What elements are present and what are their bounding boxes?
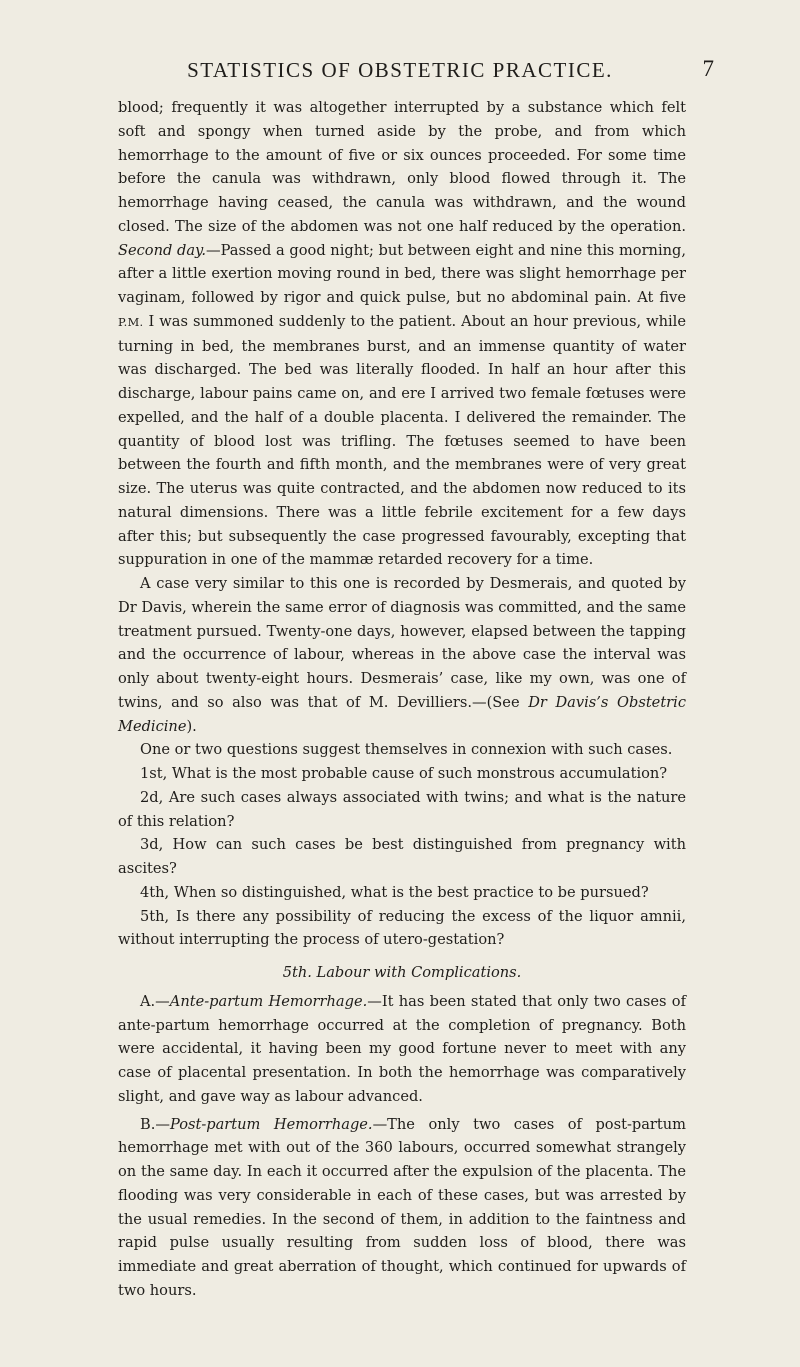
question-item: 2d, Are such cases always associated with twins; and what is the nature of this relation? [118, 788, 686, 830]
paragraph-text: A case very similar to this one is recorded by Desmerais, and quoted by Dr Davis, wherein the same error of diagnosis was committed, and the same treatment pursued. Twenty-one days, however, elapsed between the tapping and the occurrence of labour, whereas in the above case the interval was only about twenty-eight hours. Desmerais’ case, like my own, was one of twins, and so also was that of M. Devilliers.—(See [118, 575, 686, 711]
second-day-heading: Second day. [118, 241, 206, 259]
page-number: 7 [702, 56, 714, 81]
paragraph-ante-partum [118, 990, 686, 1109]
section-label: B.— [140, 1115, 170, 1133]
citation-title: Dr Davis’s Obstetric Medicine [118, 693, 686, 735]
paragraph-text: —It has been stated that only two cases of ante-partum hemorrhage occurred at the completion of pregnancy. Both were accidental, it having been my good fortune never to meet with any case of placental presentation. In both the hemorrhage was comparatively slight, and gave way as labour advanced. [118, 992, 686, 1105]
section-heading: 5th. Labour with Complications. [282, 964, 522, 981]
paragraph-text: blood; frequently it was altogether interrupted by a substance which felt soft and spongy when turned aside by the probe, and from which hemorrhage to the amount of five or six ounces proceeded. For some time before the canula was withdrawn, only blood flowed through it. The hemorrhage having ceased, the canula was withdrawn, and the wound closed. The size of the abdomen was not one half reduced by the operation. [118, 99, 686, 235]
paragraph-desmerais [118, 572, 686, 738]
question-item: 3d, How can such cases be best distinguished from pregnancy with ascites? [118, 836, 686, 877]
running-head: STATISTICS OF OBSTETRIC PRACTICE. [187, 58, 613, 82]
paragraph-text: —Passed a good night; but between eight and nine this morning, after a little exertion moving round in bed, there was slight hemorrhage per vaginam, followed by rigor and quick pulse, but no abdominal pain. At five [118, 241, 686, 306]
paragraph-case-continuation [118, 96, 686, 572]
paragraph-text: I was summoned suddenly to the patient. About an hour previous, while turning in bed, the membranes burst, and an immense quantity of water was discharged. The bed was literally flooded. In half an hour after this discharge, labour pains came on, and ere I arrived two female fœtuses were expelled, and the half of a double placenta. I delivered the remainder. The quantity of blood lost was trifling. The fœtuses seemed to have been between the fourth and fifth month, and the membranes were of very great size. The uterus was quite contracted, and the abdomen now reduced to its natural dimensions. There was a little febrile excitement for a few days after this; but subsequently the case progressed favourably, excepting that suppuration in one of the mammæ retarded recovery for a time. [118, 312, 686, 569]
time-abbreviation: P.M. [118, 314, 144, 329]
paragraph-post-partum [118, 1113, 686, 1303]
paragraph-text: ). [186, 717, 197, 735]
page-body [118, 96, 686, 1303]
page-header [0, 58, 800, 88]
subsection-title: Post-partum Hemorrhage. [169, 1115, 373, 1133]
paragraph-questions-intro: One or two questions suggest themselves in connexion with such cases. [140, 741, 673, 759]
subsection-title: Ante-partum Hemorrhage. [169, 992, 368, 1010]
paragraph-text: —The only two cases of post-partum hemorrhage met with out of the 360 labours, occurred somewhat strangely on the same day. In each it occurred after the expulsion of the placenta. The flooding was very considerable in each of these cases, but was arrested by the usual remedies. In the second of them, in addition to the faintness and rapid pulse usually resulting from sudden loss of blood, there was immediate and great aberration of thought, which continued for upwards of two hours. [118, 1115, 687, 1299]
question-item: 1st, What is the most probable cause of such monstrous accumulation? [140, 765, 668, 782]
section-label: A.— [140, 992, 170, 1010]
question-item: 5th, Is there any possibility of reducing the excess of the liquor amnii, without interrupting the process of utero-gestation? [118, 907, 686, 949]
question-item: 4th, When so distinguished, what is the best practice to be pursued? [140, 883, 649, 901]
